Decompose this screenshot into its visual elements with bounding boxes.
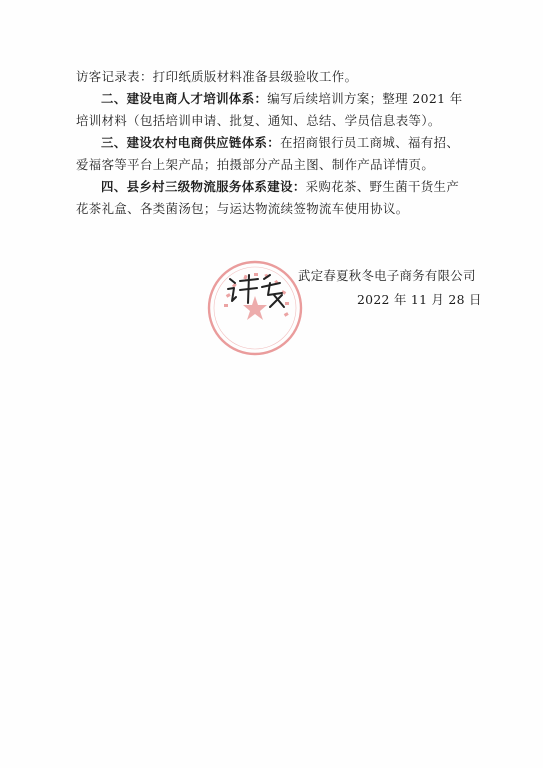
paragraph-text: 采购花茶、野生菌干货生产花茶礼盒、各类菌汤包；与运达物流续签物流车使用协议。 — [76, 179, 460, 216]
company-name: 武定春夏秋冬电子商务有限公司 — [298, 268, 476, 283]
document-date: 2022 年 11 月 28 日 — [357, 292, 482, 307]
paragraph-continued: 访客记录表：打印纸质版材料准备县级验收工作。 — [76, 69, 358, 84]
paragraph-text: 编写后续培训方案；整理 2021 年培训材料（包括培训申请、批复、通知、总结、学员信息表等）。 — [76, 91, 463, 128]
paragraph-text: 在招商银行员工商城、福有招、爱福客等平台上架产品；拍摄部分产品主图、制作产品详情页。 — [76, 135, 460, 172]
paragraph-heading: 四、县乡村三级物流服务体系建设： — [101, 179, 306, 194]
paragraph-heading: 二、建设电商人才培训体系： — [101, 91, 268, 106]
paragraph-supply-chain — [76, 132, 468, 176]
document-body — [76, 66, 468, 220]
paragraph-logistics — [76, 176, 468, 220]
handwritten-signature — [224, 269, 294, 313]
paragraph-heading: 三、建设农村电商供应链体系： — [101, 135, 281, 150]
paragraph-talent-training — [76, 88, 468, 132]
